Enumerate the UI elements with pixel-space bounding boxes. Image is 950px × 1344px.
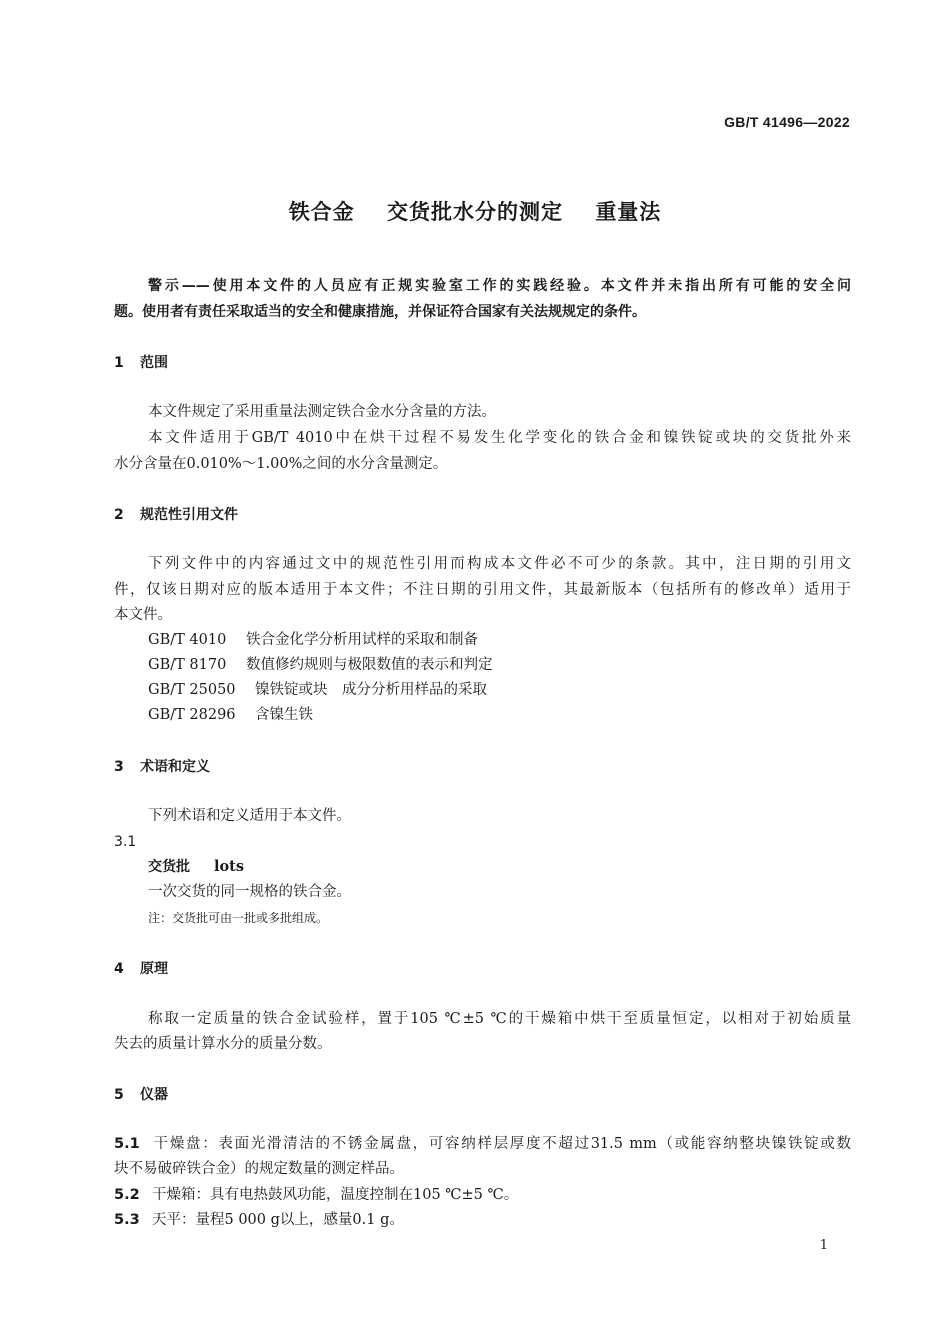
section-3-heading [114,760,210,774]
term-heading [148,860,244,875]
reference-title: 镍铁锭或块 成分分析用样品的采取 [255,682,487,698]
instrument-number: 5.1 [114,1136,140,1152]
section-1-number: 1 [114,355,124,371]
section-4-title: 原理 [140,961,168,977]
term-note: 注：交货批可由一批或多批组成。 [148,911,329,925]
section-5-title: 仪器 [140,1087,168,1103]
reference-title: 铁合金化学分析用试样的采取和制备 [246,632,478,648]
section-1-para-2-line-2: 水分含量在0.010%～1.00%之间的水分含量测定。 [114,456,448,472]
section-1-title: 范围 [140,355,168,371]
instrument-text: 干燥盘：表面光滑清洁的不锈金属盘，可容纳样层厚度不超过31.5 mm（或能容纳整块镍铁锭或数 [152,1136,851,1152]
term-english: lots [214,858,245,875]
instrument-number: 5.2 [114,1187,140,1203]
section-4-para-line-1: 称取一定质量的铁合金试验样，置于105 ℃±5 ℃的干燥箱中烘干至质量恒定，以相对于初始质量 [148,1011,851,1027]
instrument-item [114,1213,404,1228]
section-2-title: 规范性引用文件 [140,507,238,523]
section-3-number: 3 [114,759,124,775]
instrument-item-line-1 [114,1137,851,1152]
title-part-2: 交货批水分的测定 [387,200,563,224]
section-2-number: 2 [114,507,124,523]
reference-code: GB/T 28296 [148,707,236,723]
instrument-text: 干燥箱：具有电热鼓风功能，温度控制在105 ℃±5 ℃。 [152,1187,519,1203]
instrument-item [114,1188,518,1203]
section-3-para: 下列术语和定义适用于本文件。 [148,808,351,824]
page-number: 1 [819,1238,828,1253]
section-2-para-line-1: 下列文件中的内容通过文中的规范性引用而构成本文件必不可少的条款。其中，注日期的引用文 [148,556,851,572]
instrument-item-line-2: 块不易破碎铁合金）的规定数量的测定样品。 [114,1161,404,1177]
normative-reference [148,633,478,648]
section-1-heading [114,356,168,370]
instrument-number: 5.3 [114,1212,140,1228]
section-4-para-line-2: 失去的质量计算水分的质量分数。 [114,1036,332,1052]
reference-code: GB/T 25050 [148,682,236,698]
warning-line-1: 警示——使用本文件的人员应有正规实验室工作的实践经验。本文件并未指出所有可能的安全问 [148,278,851,294]
section-1-para-1: 本文件规定了采用重量法测定铁合金水分含量的方法。 [148,404,496,420]
title-part-1: 铁合金 [288,200,355,224]
section-2-para-line-2: 件，仅该日期对应的版本适用于本文件；不注日期的引用文件，其最新版本（包括所有的修改单）适用于 [114,582,851,598]
reference-code: GB/T 8170 [148,657,227,673]
section-3-title: 术语和定义 [140,759,210,775]
term-chinese: 交货批 [148,859,190,875]
section-2-para-line-3: 本文件。 [114,607,172,623]
reference-title: 含镍生铁 [255,707,313,723]
section-4-heading [114,962,168,976]
normative-reference [148,708,313,723]
document-title [0,196,950,226]
term-definition: 一次交货的同一规格的铁合金。 [148,884,351,900]
warning-line-2: 题。使用者有责任采取适当的安全和健康措施，并保证符合国家有关法规规定的条件。 [114,304,646,320]
standard-code: GB/T 41496—2022 [724,114,850,130]
section-2-heading [114,508,238,522]
section-5-heading [114,1088,168,1102]
term-number: 3.1 [114,834,137,850]
section-5-number: 5 [114,1087,124,1103]
normative-reference [148,658,493,673]
reference-title: 数值修约规则与极限数值的表示和判定 [246,657,493,673]
normative-reference [148,683,487,698]
section-1-para-2-line-1: 本文件适用于GB/T 4010中在烘干过程不易发生化学变化的铁合金和镍铁锭或块的交货批外来 [148,430,851,446]
instrument-text: 天平：量程5 000 g以上，感量0.1 g。 [152,1212,404,1228]
title-part-3: 重量法 [595,200,662,224]
reference-code: GB/T 4010 [148,632,227,648]
section-4-number: 4 [114,961,124,977]
